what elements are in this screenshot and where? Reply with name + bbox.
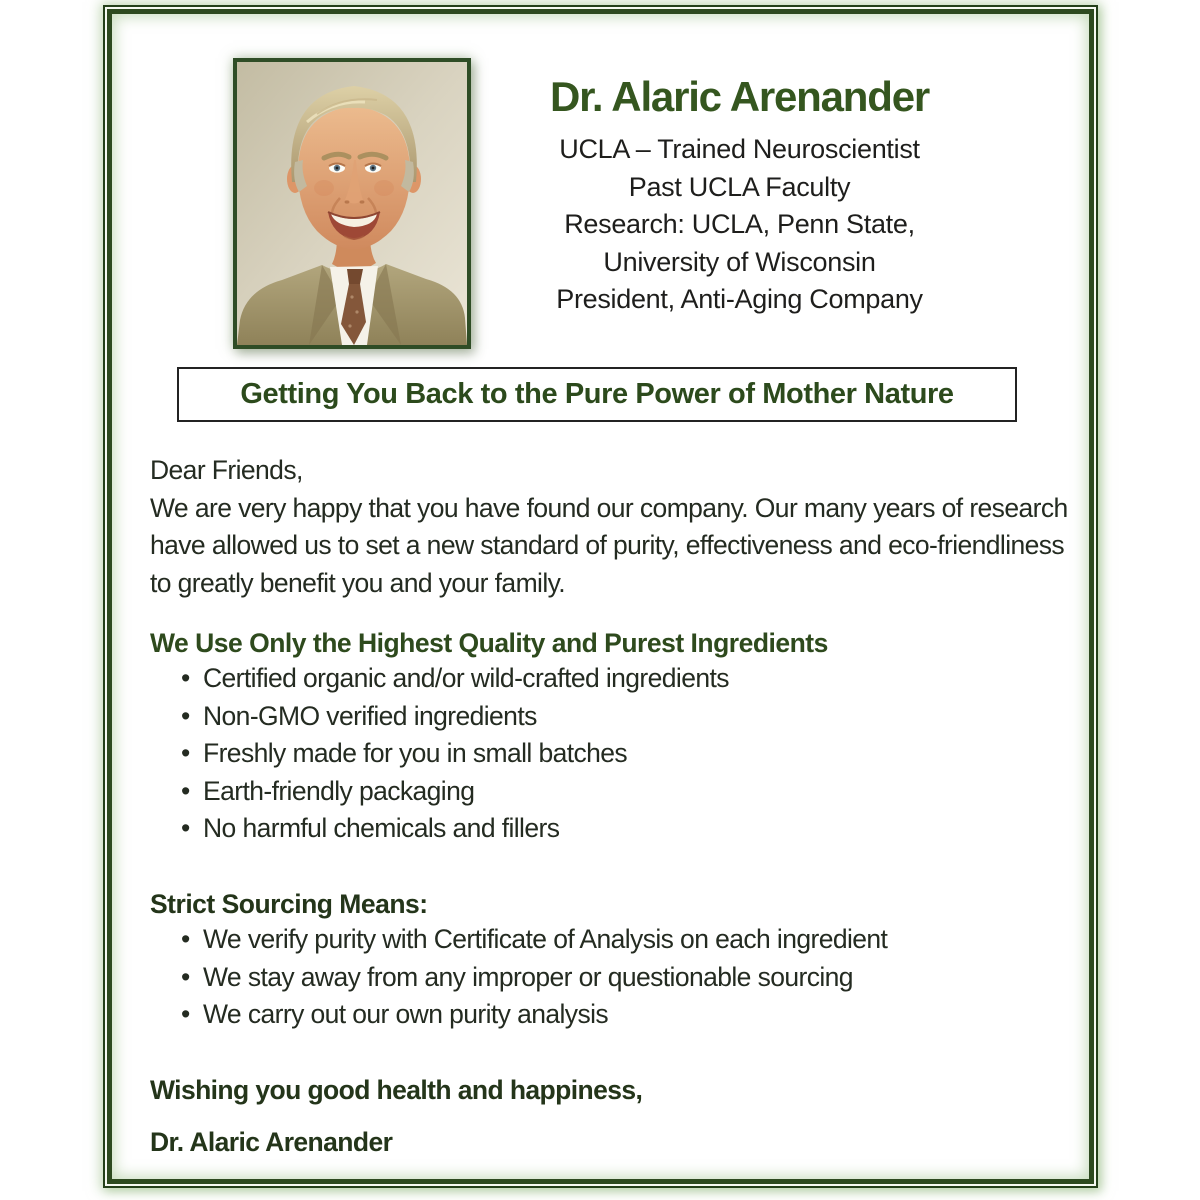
portrait-photo [233,58,471,349]
credential-line: Past UCLA Faculty [628,171,851,202]
doctor-name-title: Dr. Alaric Arenander [549,73,930,120]
list-item: • Certified organic and/or wild-crafted ingredients [150,660,1100,698]
portrait-illustration [237,62,467,345]
credential-line: University of Wisconsin [603,246,876,277]
list-item: • We carry out our own purity analysis [150,996,1100,1034]
section-heading-quality: We Use Only the Highest Quality and Purest Ingredients [150,628,828,658]
sourcing-bullet-list [150,921,1100,1034]
signature-line: Dr. Alaric Arenander [150,1127,393,1157]
credentials-list [479,131,1000,319]
credential-line: President, Anti-Aging Company [556,284,923,314]
list-item: • Non-GMO verified ingredients [150,698,1100,736]
salutation: Dear Friends, [150,455,303,485]
section-heading-sourcing: Strict Sourcing Means: [150,889,428,919]
quality-bullet-list [150,660,1100,848]
credential-line: UCLA – Trained Neuroscientist [559,134,920,164]
list-item: • We verify purity with Certificate of Analysis on each ingredient [150,921,1100,959]
closing-line: Wishing you good health and happiness, [150,1075,643,1105]
tagline-banner [177,367,1017,422]
intro-paragraph: We are very happy that you have found our company. Our many years of research have allowed us to set a new standard of purity, effectiveness and eco-friendliness to greatly benefit you and your family. [150,492,1068,598]
list-item: • We stay away from any improper or questionable sourcing [150,959,1100,997]
header-text-block [479,72,1000,319]
list-item: • Earth-friendly packaging [150,773,1100,811]
tagline-text: Getting You Back to the Pure Power of Mother Nature [240,378,954,410]
list-item: • Freshly made for you in small batches [150,735,1100,773]
list-item: • No harmful chemicals and fillers [150,810,1100,848]
credential-line: Research: UCLA, Penn State, [564,209,915,239]
letter-intro-block [150,452,1090,602]
